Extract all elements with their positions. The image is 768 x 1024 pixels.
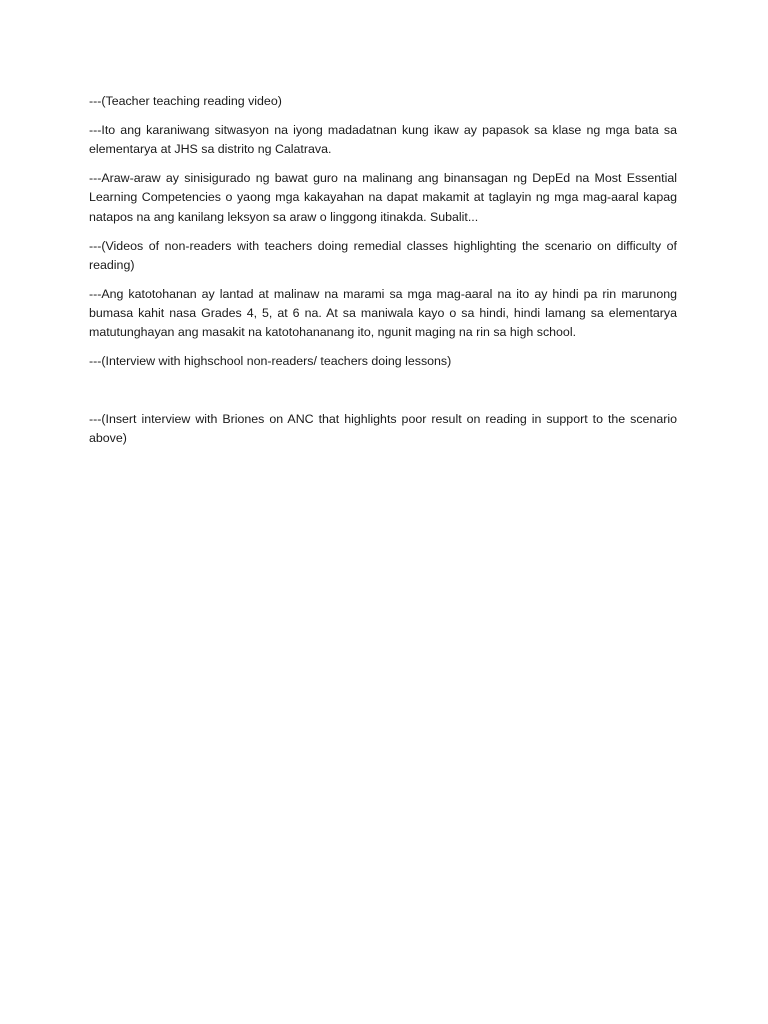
paragraph-highschool-interview-note: ---(Interview with highschool non-readers/ teachers doing lessons): [89, 354, 452, 369]
paragraph-classroom-situation: ---Ito ang karaniwang sitwasyon na iyong madadatnan kung ikaw ay papasok sa klase ng mga bata sa elementarya at JHS sa distrito ng Calatrava.: [89, 123, 677, 157]
paragraph-teacher-video-note: ---(Teacher teaching reading video): [89, 94, 282, 108]
paragraph-melc-competencies: ---Araw-araw ay sinisigurado ng bawat guro na malinang ang binansagan ng DepEd na Most Essential Learning Competencies o yaong mga kakayahan na dapat makamit at taglayin ng mga mag-aaral kapag natapos na ang kanilang leksyon sa araw o linggong itinakda. Subalit...: [89, 171, 677, 224]
paragraph-briones-interview-note: ---(Insert interview with Briones on ANC that highlights poor result on reading in support to the scenario above): [89, 412, 677, 446]
document-body: [89, 92, 677, 458]
paragraph-non-readers-video-note: ---(Videos of non-readers with teachers doing remedial classes highlighting the scenario on difficulty of reading): [89, 238, 677, 272]
blank-line: [89, 381, 677, 410]
paragraph-reading-reality: ---Ang katotohanan ay lantad at malinaw na marami sa mga mag-aaral na ito ay hindi pa rin marunong bumasa kahit nasa Grades 4, 5, at 6 na. At sa maniwala kayo o sa hindi, hindi lamang sa elementarya matutunghayan ang masakit na katotohananang ito, ngunit maging na rin sa high school.: [89, 286, 677, 340]
